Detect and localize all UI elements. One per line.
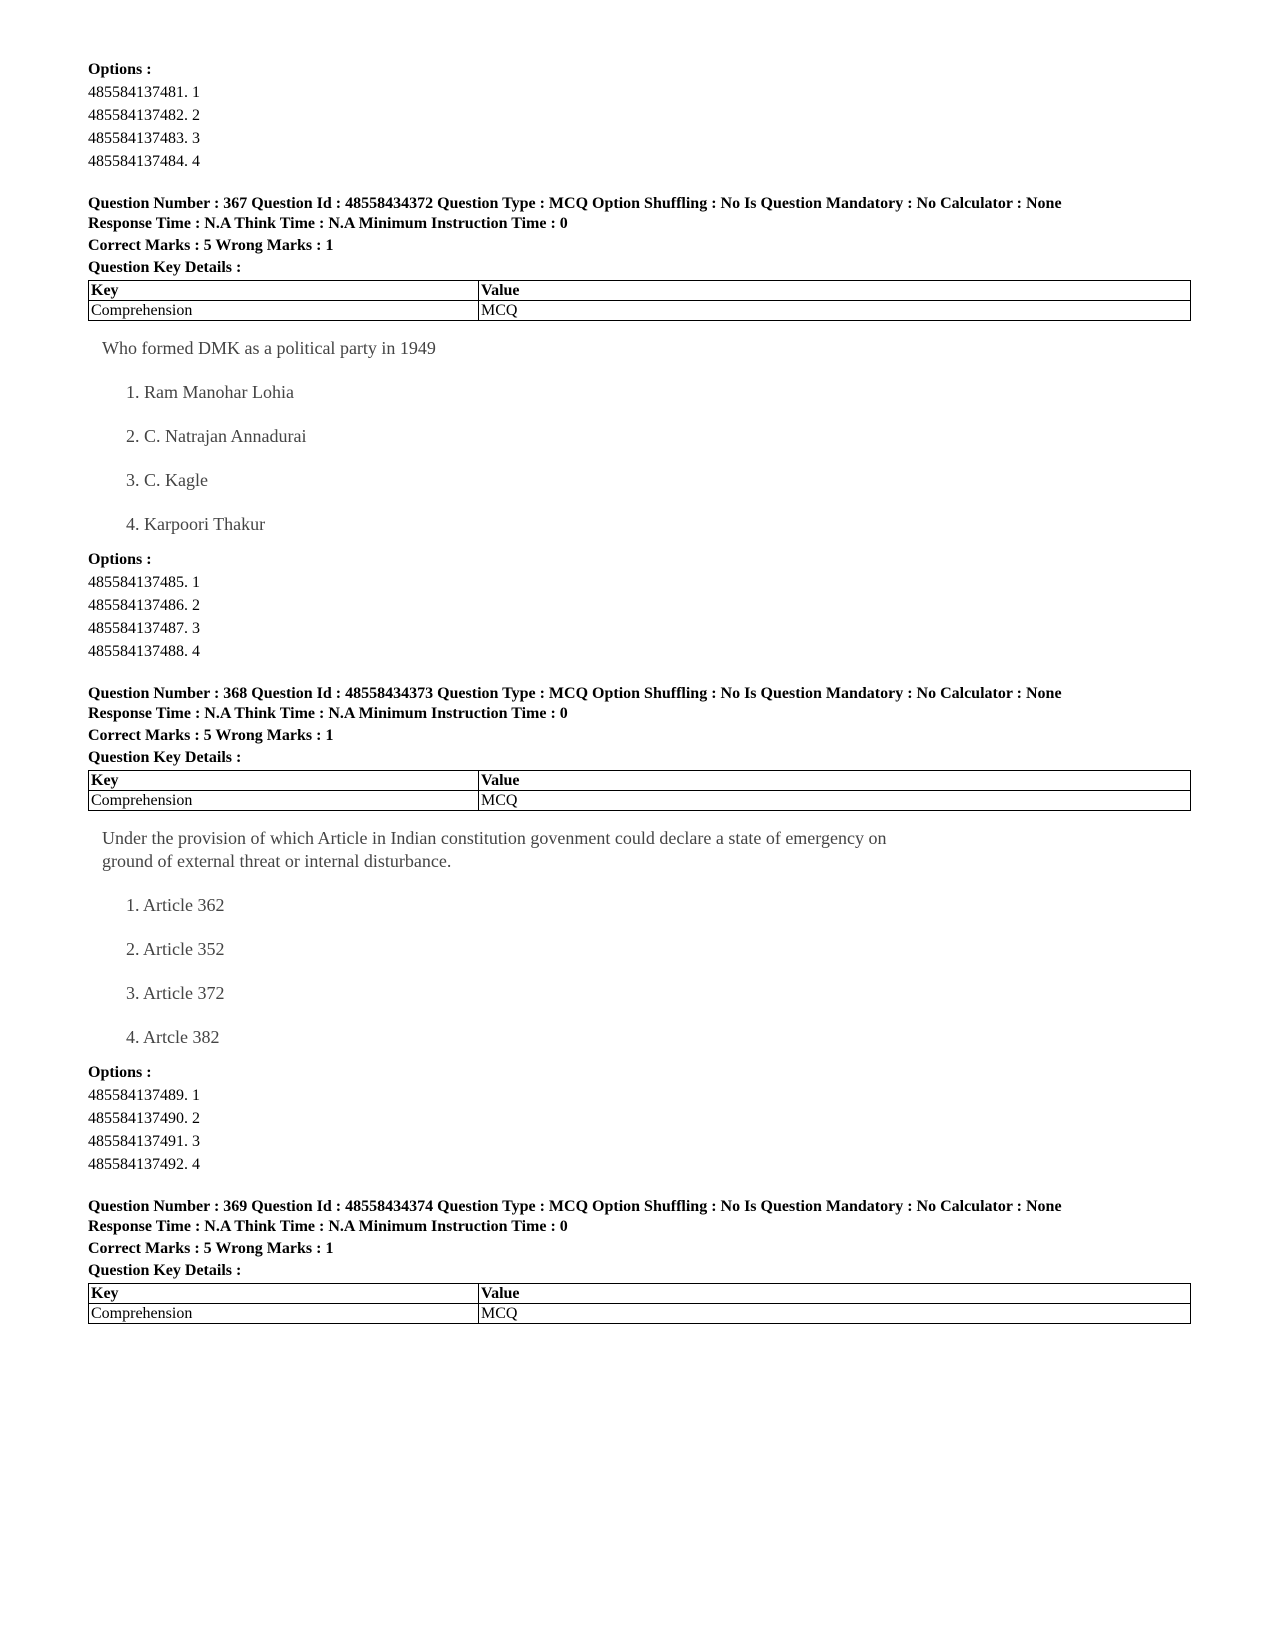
option-item: 485584137488. 4 <box>88 643 200 660</box>
table-cell-key: Comprehension <box>89 301 479 321</box>
table-cell-key: Comprehension <box>89 791 479 811</box>
options-label: Options : <box>88 1064 152 1081</box>
option-item: 485584137487. 3 <box>88 620 200 637</box>
key-details-table <box>88 770 1191 811</box>
table-header-value: Value <box>479 1284 1191 1304</box>
table-header-value: Value <box>479 281 1191 301</box>
choice-item: 3. Article 372 <box>126 983 225 1003</box>
options-block <box>88 548 1193 663</box>
options-label: Options : <box>88 61 152 78</box>
choice-item: 1. Article 362 <box>126 895 225 915</box>
options-label: Options : <box>88 551 152 568</box>
question-marks: Correct Marks : 5 Wrong Marks : 1 <box>88 1240 334 1257</box>
options-block <box>88 1061 1193 1176</box>
question-text-continued: ground of external threat or internal disturbance. <box>102 851 452 871</box>
question-block <box>88 194 1193 663</box>
question-text: Who formed DMK as a political party in 1949 <box>102 338 436 358</box>
option-item: 485584137491. 3 <box>88 1133 200 1150</box>
key-details-label: Question Key Details : <box>88 749 242 766</box>
question-content <box>88 337 1193 536</box>
choice-item: 1. Ram Manohar Lohia <box>126 382 294 402</box>
key-details-label: Question Key Details : <box>88 259 242 276</box>
table-cell-value: MCQ <box>479 301 1191 321</box>
option-item: 485584137484. 4 <box>88 153 200 170</box>
choice-item: 4. Artcle 382 <box>126 1027 220 1047</box>
question-header: Question Number : 369 Question Id : 48558434374 Question Type : MCQ Option Shuffling : No Is Question Mandatory : No Calculator : None <box>88 1198 1062 1215</box>
question-marks: Correct Marks : 5 Wrong Marks : 1 <box>88 727 334 744</box>
table-header-key: Key <box>89 281 479 301</box>
question-content <box>88 827 1193 1049</box>
key-details-label: Question Key Details : <box>88 1262 242 1279</box>
question-timing: Response Time : N.A Think Time : N.A Minimum Instruction Time : 0 <box>88 1218 568 1235</box>
document-page <box>88 58 1193 1324</box>
question-block <box>88 1197 1193 1324</box>
option-item: 485584137486. 2 <box>88 597 200 614</box>
choice-item: 4. Karpoori Thakur <box>126 514 266 534</box>
option-item: 485584137489. 1 <box>88 1087 200 1104</box>
options-block <box>88 58 1193 173</box>
choice-item: 2. Article 352 <box>126 939 225 959</box>
option-item: 485584137492. 4 <box>88 1156 200 1173</box>
option-item: 485584137490. 2 <box>88 1110 200 1127</box>
choice-item: 3. C. Kagle <box>126 470 208 490</box>
table-cell-key: Comprehension <box>89 1304 479 1324</box>
option-item: 485584137481. 1 <box>88 84 200 101</box>
question-header: Question Number : 368 Question Id : 48558434373 Question Type : MCQ Option Shuffling : No Is Question Mandatory : No Calculator : None <box>88 685 1062 702</box>
question-timing: Response Time : N.A Think Time : N.A Minimum Instruction Time : 0 <box>88 705 568 722</box>
question-block <box>88 684 1193 1176</box>
table-header-key: Key <box>89 1284 479 1304</box>
table-header-value: Value <box>479 771 1191 791</box>
option-item: 485584137485. 1 <box>88 574 200 591</box>
option-item: 485584137483. 3 <box>88 130 200 147</box>
question-timing: Response Time : N.A Think Time : N.A Minimum Instruction Time : 0 <box>88 215 568 232</box>
question-header: Question Number : 367 Question Id : 48558434372 Question Type : MCQ Option Shuffling : No Is Question Mandatory : No Calculator : None <box>88 195 1062 212</box>
question-marks: Correct Marks : 5 Wrong Marks : 1 <box>88 237 334 254</box>
table-cell-value: MCQ <box>479 791 1191 811</box>
table-cell-value: MCQ <box>479 1304 1191 1324</box>
choice-item: 2. C. Natrajan Annadurai <box>126 426 307 446</box>
option-item: 485584137482. 2 <box>88 107 200 124</box>
question-text: Under the provision of which Article in Indian constitution govenment could declare a state of emergency on <box>102 828 887 848</box>
table-header-key: Key <box>89 771 479 791</box>
key-details-table <box>88 280 1191 321</box>
key-details-table <box>88 1283 1191 1324</box>
